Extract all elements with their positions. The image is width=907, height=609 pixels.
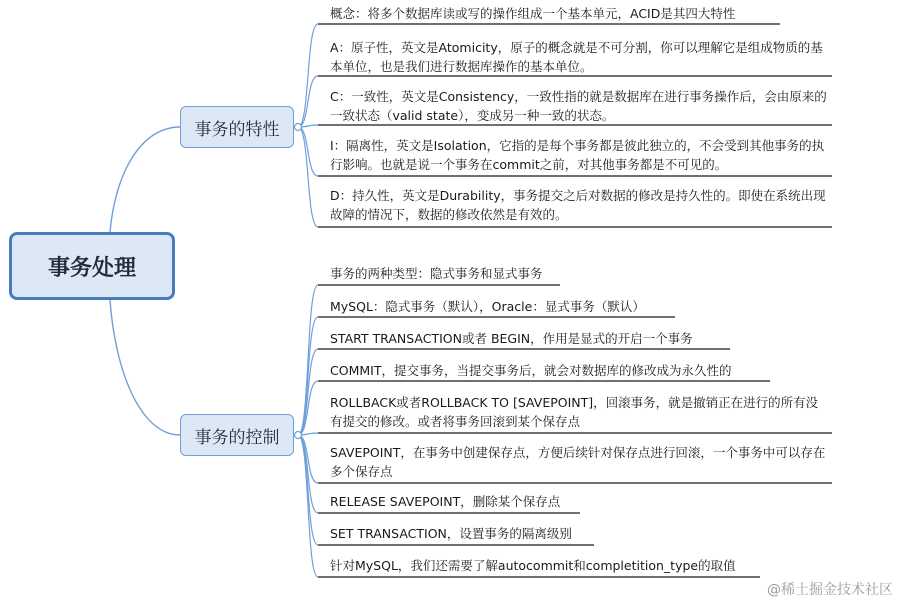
branch-to-leaf-connector bbox=[298, 127, 318, 176]
branch-node-control[interactable] bbox=[180, 414, 294, 456]
leaf-node: MySQL：隐式事务（默认），Oracle：显式事务（默认） bbox=[330, 299, 645, 314]
branch-to-leaf-connector bbox=[298, 127, 318, 227]
leaf-node: RELEASE SAVEPOINT，删除某个保存点 bbox=[330, 494, 561, 509]
branch-to-leaf-connector bbox=[298, 285, 318, 435]
leaf-node: ROLLBACK或者ROLLBACK TO [SAVEPOINT]，回滚事务，就是撤销正在进行的所有没有提交的修改。或者将事务回滚到某个保存点 bbox=[330, 395, 819, 429]
leaf-node: SAVEPOINT，在事务中创建保存点，方便后续针对保存点进行回滚，一个事务中可以存在多个保存点 bbox=[330, 445, 826, 479]
root-node-label: 事务处理 bbox=[47, 255, 136, 281]
branch-to-leaf-connector bbox=[298, 317, 318, 435]
leaf-node: A：原子性，英文是Atomicity，原子的概念就是不可分割，你可以理解它是组成物质的基本单位，也是我们进行数据库操作的基本单位。 bbox=[330, 40, 823, 74]
branch-node-label: 事务的控制 bbox=[194, 427, 280, 448]
watermark: @稀土掘金技术社区 bbox=[767, 582, 893, 598]
leaf-node: COMMIT，提交事务，当提交事务后，就会对数据库的修改成为永久性的 bbox=[330, 363, 732, 378]
root-to-branch-connector bbox=[110, 127, 180, 232]
branch-node-label: 事务的特性 bbox=[194, 119, 280, 140]
leaf-node: D：持久性，英文是Durability，事务提交之后对数据的修改是持久性的。即使在系统出现故障的情况下，数据的修改依然是有效的。 bbox=[330, 188, 826, 222]
leaf-node: 概念：将多个数据库读或写的操作组成一个基本单元，ACID是其四大特性 bbox=[330, 6, 736, 21]
leaf-node: 针对MySQL，我们还需要了解autocommit和completition_type的取值 bbox=[330, 558, 736, 573]
leaf-node: I：隔离性，英文是Isolation，它指的是每个事务都是彼此独立的，不会受到其他事务的执行影响。也就是说一个事务在commit之前，对其他事务都是不可见的。 bbox=[330, 138, 825, 172]
root-node[interactable] bbox=[9, 232, 175, 300]
collapse-toggle-icon bbox=[295, 432, 302, 439]
branch-to-leaf-connector bbox=[298, 76, 318, 127]
leaf-node: 事务的两种类型：隐式事务和显式事务 bbox=[330, 266, 543, 281]
root-to-branch-connector bbox=[110, 300, 180, 435]
branch-to-leaf-connector bbox=[298, 24, 318, 127]
leaf-node: C：一致性，英文是Consistency，一致性指的就是数据库在进行事务操作后，会由原来的一致状态（valid state），变成另一种一致的状态。 bbox=[330, 89, 827, 123]
leaf-node: START TRANSACTION或者 BEGIN，作用是显式的开启一个事务 bbox=[330, 331, 693, 346]
leaf-node: SET TRANSACTION，设置事务的隔离级别 bbox=[330, 526, 572, 541]
branch-node-properties[interactable] bbox=[180, 106, 294, 148]
branch-to-leaf-connector bbox=[298, 435, 318, 545]
collapse-toggle-icon bbox=[295, 124, 302, 131]
